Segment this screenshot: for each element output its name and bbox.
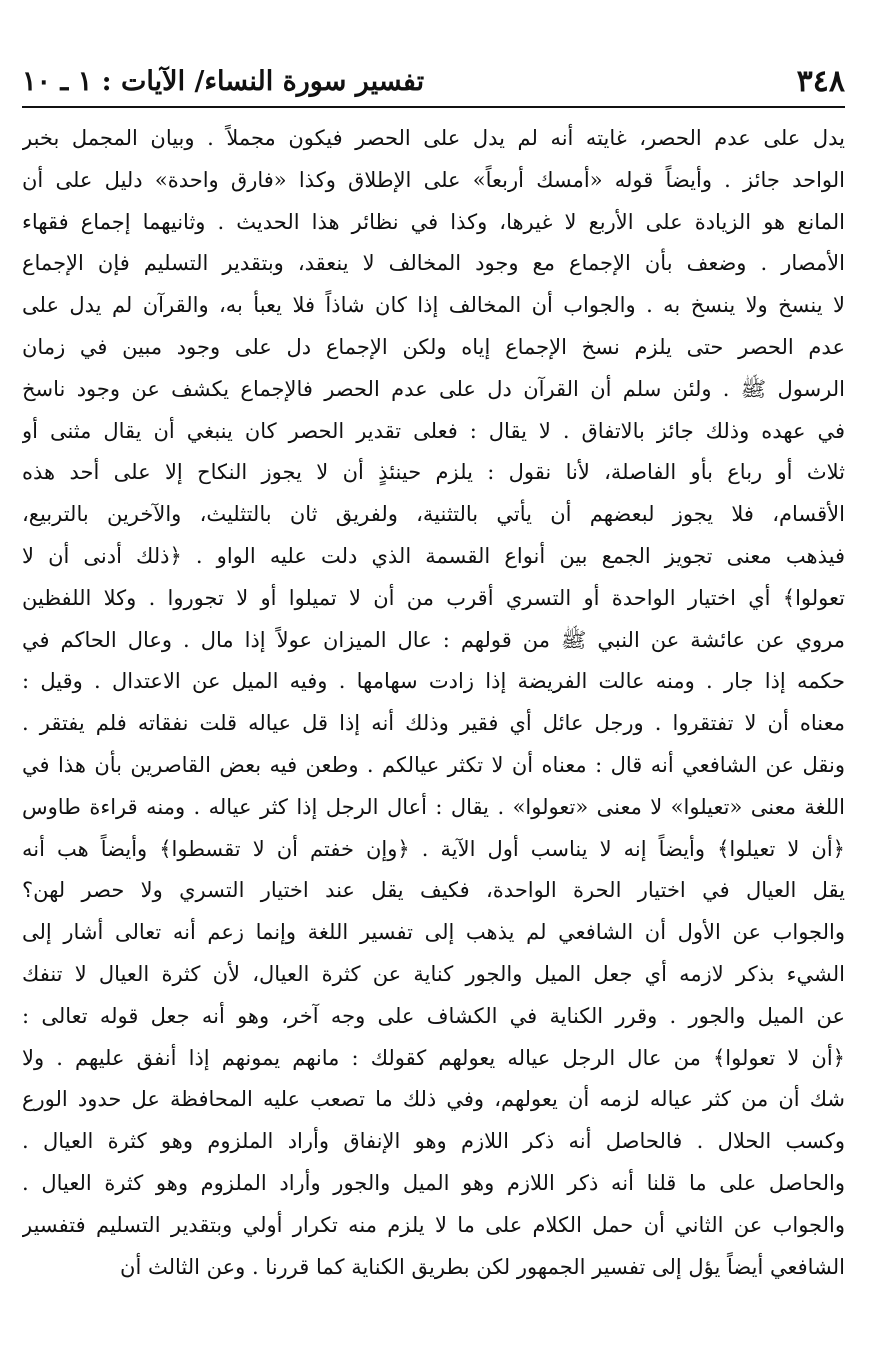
text-line: الشيء بذكر لازمه أي جعل الميل والجور كناية عن كثرة العيال، لأن كثرة العيال لا تنفك <box>22 961 845 986</box>
text-line: يدل على عدم الحصر، غايته أنه لم يدل على الحصر فيكون مجملاً . وبيان المجمل بخبر <box>22 126 845 150</box>
page-header <box>22 58 845 104</box>
text-line: شك أن من كثر عياله لزمه أن يعولهم، وفي ذلك ما تصعب عليه المحافظة عل حدود الورع <box>22 1087 845 1112</box>
text-line: والجواب عن الثاني أن حمل الكلام على ما لا يلزم منه تكرار أولي وبتقدير التسليم فتفسير <box>22 1212 845 1237</box>
body-text <box>22 118 845 1288</box>
text-line: وكسب الحلال . فالحاصل أنه ذكر اللازم وهو الإنفاق وأراد الملزوم وهو كثرة العيال . <box>22 1129 845 1154</box>
text-line: الرسول ﷺ . ولئن سلم أن القرآن دل على عدم الحصر فالإجماع يكشف عن وجود ناسخ <box>22 376 845 401</box>
text-line: الأقسام، فلا يجوز لبعضهم أن يأتي بالتثنية، ولفريق ثان بالتثليث، والآخرين بالتربيع، <box>22 502 845 527</box>
text-line: عن الميل والجور . وقرر الكناية في الكشاف على وجه آخر، وهو أنه جعل قوله تعالى : <box>22 1003 845 1028</box>
text-line: عدم الحصر حتى يلزم نسخ الإجماع إياه ولكن الإجماع دل على وجود مبين في زمان <box>22 334 845 359</box>
page-number: ٣٤٨ <box>796 63 845 99</box>
text-line: الواحد جائز . وأيضاً قوله «أمسك أربعاً» على الإطلاق وكذا «فارق واحدة» دليل على أن <box>22 167 845 192</box>
text-line: حكمه إذا جار . ومنه عالت الفريضة إذا زادت سهامها . وفيه الميل عن الاعتدال . وقيل : <box>22 669 845 694</box>
text-line: تعولوا﴾ أي اختيار الواحدة أو التسري أقرب من أن لا تميلوا أو لا تجوروا . وكلا اللفظين <box>22 585 845 610</box>
text-line: ونقل عن الشافعي أنه قال : معناه أن لا تكثر عيالكم . وطعن فيه بعض القاصرين بأن هذا في <box>22 752 845 777</box>
text-line: الأمصار . وضعف بأن الإجماع مع وجود المخالف لا ينعقد، وبتقدير التسليم فإن الإجماع <box>22 251 845 276</box>
text-line: فيذهب معنى تجويز الجمع بين أنواع القسمة الذي دلت عليه الواو . ﴿ذلك أدنى أن لا <box>22 543 845 568</box>
text-line: لا ينسخ ولا ينسخ به . والجواب أن المخالف إذا كان شاذاً فلا يعبأ به، والقرآن لم يدل على <box>22 293 845 318</box>
text-line: معناه أن لا تفتقروا . ورجل عائل أي فقير وذلك أنه إذا قل عياله قلت نفقاته فلم يفتقر . <box>22 711 845 736</box>
text-line: في عهده وذلك جائز بالاتفاق . لا يقال : فعلى تقدير الحصر كان ينبغي أن يقال مثنى أو <box>22 418 845 443</box>
text-line: ثلاث أو رباع بأو الفاصلة، لأنا نقول : يلزم حينئذٍ أن لا يجوز النكاح إلا على أحد هذه <box>22 460 845 485</box>
text-line: يقل العيال في اختيار الحرة الواحدة، فكيف يقل عند اختيار التسري ولا حصر لهن؟ <box>22 878 845 903</box>
text-line: ﴿أن لا تعولوا﴾ من عال الرجل عياله يعولهم كقولك : مانهم يمونهم إذا أنفق عليهم . ولا <box>22 1045 845 1070</box>
text-line: مروي عن عائشة عن النبي ﷺ من قولهم : عال الميزان عولاً إذا مال . وعال الحاكم في <box>22 627 845 652</box>
text-line: والحاصل على ما قلنا أنه ذكر اللازم وهو الميل والجور وأراد الملزوم وهو كثرة العيال . <box>22 1170 845 1195</box>
text-line: اللغة معنى «تعيلوا» لا معنى «تعولوا» . يقال : أعال الرجل إذا كثر عياله . ومنه قراءة طاوس <box>22 794 845 819</box>
running-title: تفسير سورة النساء/ الآيات : ١ ـ ١٠ <box>22 65 425 97</box>
text-line: والجواب عن الأول أن الشافعي لم يذهب إلى تفسير اللغة وإنما زعم أنه تعالى أشار إلى <box>22 920 845 945</box>
text-line: الشافعي أيضاً يؤل إلى تفسير الجمهور لكن بطريق الكناية كما قررنا . وعن الثالث أن <box>120 1254 845 1279</box>
text-line: المانع هو الزيادة على الأربع لا غيرها، وكذا في نظائر هذا الحديث . وثانيهما إجماع فقهاء <box>22 209 845 234</box>
text-line: ﴿أن لا تعيلوا﴾ وأيضاً إنه لا يناسب أول الآية . ﴿وإن خفتم أن لا تقسطوا﴾ وأيضاً هب أنه <box>22 836 845 861</box>
header-rule <box>22 106 845 108</box>
